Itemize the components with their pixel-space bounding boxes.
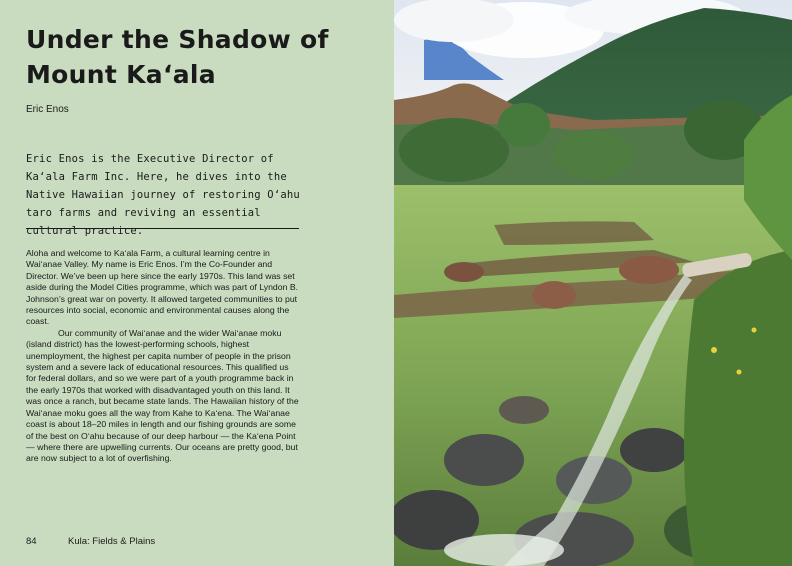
rock <box>444 434 524 486</box>
body-paragraph: Aloha and welcome to Kaʻala Farm, a cultural learning centre in Waiʻanae Valley. My name is Eric Enos. I’m the Co-Founder and Director. We’ve been up here since the early 1970s. This land was set aside during the Model Cities programme, which was part of Lyndon B. Johnson’s great war on poverty. It allowed targeted communities to put resources into social, economic and environmental causes along the coast. <box>26 248 299 327</box>
flower <box>752 328 757 333</box>
tree <box>554 131 634 179</box>
farm-photo <box>394 0 792 566</box>
flower <box>737 370 742 375</box>
cloud <box>394 0 514 42</box>
article-title: Under the Shadow of Mount Kaʻala <box>26 25 329 89</box>
tree <box>399 118 509 182</box>
rock <box>444 262 484 282</box>
rock <box>619 256 679 284</box>
divider-rule <box>26 228 299 229</box>
article-intro: Eric Enos is the Executive Director of Kaʻala Farm Inc. Here, he dives into the Native Hawaiian journey of restoring Oʻahu taro farms and reviving an essential cultural practice. <box>26 153 300 237</box>
article-author: Eric Enos <box>26 104 69 115</box>
body-paragraph: Our community of Waiʻanae and the wider Waiʻanae moku (island district) has the lowest-performing schools, highest unemployment, the highest per capita number of people in the prison system and a severe lack of educational resources. This qualified us for federal dollars, and so we were part of a youth programme back in the early 1970s that worked with disadvantaged youth on this land. It was once a ranch, but became state lands. The Hawaiian history of the Waiʻanae moku goes all the way from Kahe to Kaʻena. The Waiʻanae coast is about 18–20 miles in length and our fishing grounds are some of the best on Oʻahu because of our deep harbour — the Kaʻena Point — where there are upwelling currents. Our oceans are pretty good, but are now subject to a lot of overfishing. <box>26 327 299 464</box>
rock <box>532 281 576 309</box>
flower <box>711 347 717 353</box>
article-body <box>26 248 301 465</box>
plant <box>684 250 792 566</box>
rock <box>620 428 688 472</box>
text-page <box>0 0 394 566</box>
section-title: Kula: Fields & Plains <box>68 536 156 547</box>
page-number: 84 <box>26 536 37 547</box>
rock <box>499 396 549 424</box>
water-splash <box>444 534 564 566</box>
tree <box>498 103 550 147</box>
